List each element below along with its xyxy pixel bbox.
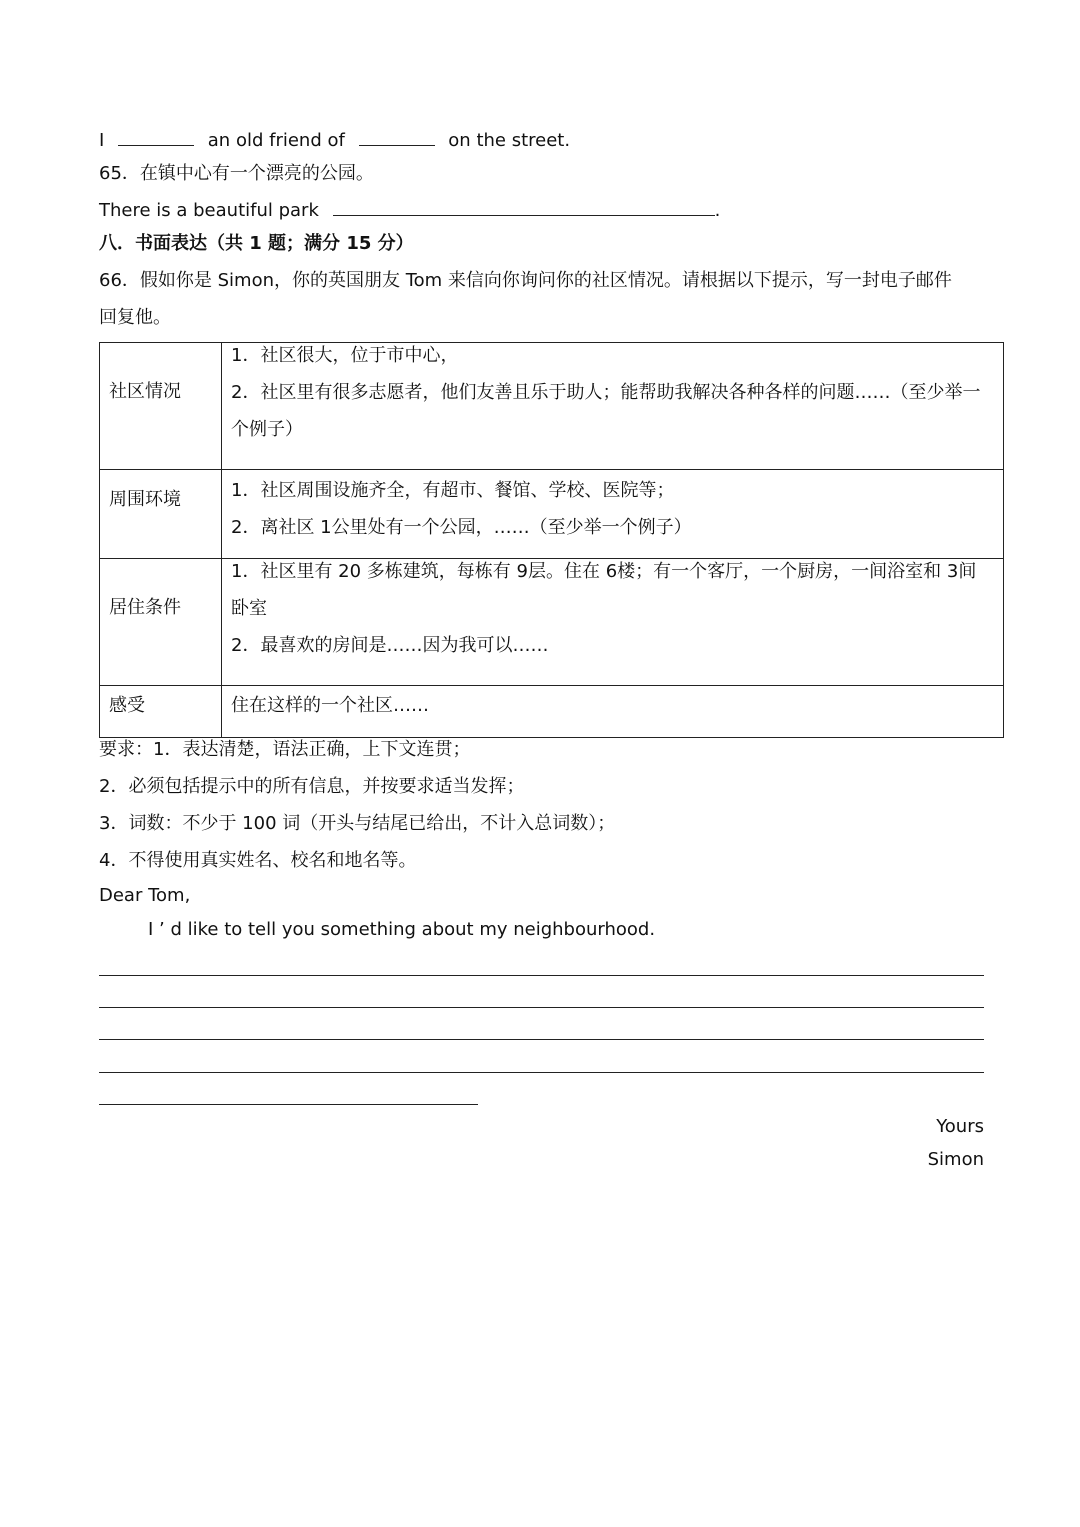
- table-row-label-cell: [100, 686, 222, 738]
- q64-blank-1[interactable]: [118, 127, 194, 146]
- q65-prompt: 65．在镇中心有一个漂亮的公园。: [99, 163, 374, 184]
- q65-blank[interactable]: [333, 197, 715, 216]
- row-label: 居住条件: [109, 597, 181, 618]
- answer-line[interactable]: [99, 1007, 984, 1008]
- row-label: 周围环境: [109, 489, 181, 510]
- table-row-content-cell: [222, 343, 1004, 470]
- q64-blank-2[interactable]: [359, 127, 435, 146]
- table-row: [100, 343, 1004, 470]
- table-row-label-cell: [100, 470, 222, 559]
- requirement-4: 4．不得使用真实姓名、校名和地名等。: [99, 850, 417, 871]
- table-row-content-cell: [222, 470, 1004, 559]
- section-heading: 八．书面表达（共 1 题；满分 15 分）: [99, 233, 414, 254]
- q65-suffix: .: [714, 200, 721, 221]
- q64-suffix: on the street.: [448, 130, 571, 151]
- row-line: 2．最喜欢的房间是……因为我可以……: [231, 635, 549, 656]
- table-row-label-cell: [100, 559, 222, 686]
- requirement-1: 要求：1．表达清楚，语法正确，上下文连贯；: [99, 739, 471, 760]
- row-line: 1．社区周围设施齐全，有超市、餐馆、学校、医院等；: [231, 480, 675, 501]
- q65-prefix: There is a beautiful park: [99, 200, 319, 221]
- table-row-label-cell: [100, 343, 222, 470]
- q64-middle: an old friend of: [207, 130, 345, 151]
- table-row: [100, 470, 1004, 559]
- row-label: 社区情况: [109, 381, 181, 402]
- q64-sentence: [99, 127, 570, 153]
- letter-greeting: Dear Tom,: [99, 885, 191, 906]
- q66-prompt-line-2: 回复他。: [99, 307, 171, 328]
- answer-line[interactable]: [99, 1039, 984, 1040]
- answer-line[interactable]: [99, 975, 984, 976]
- q66-prompt-line-1: 66．假如你是 Simon，你的英国朋友 Tom 来信向你询问你的社区情况。请根据以下提示，写一封电子邮件: [99, 270, 952, 291]
- row-line: 1．社区很大，位于市中心，: [231, 345, 459, 366]
- q64-prefix: I: [99, 130, 105, 151]
- row-line: 2．离社区 1公里处有一个公园，……（至少举一个例子）: [231, 517, 692, 538]
- row-label: 感受: [109, 695, 145, 716]
- letter-closing: Yours: [936, 1116, 984, 1137]
- row-line: 2．社区里有很多志愿者，他们友善且乐于助人；能帮助我解决各种各样的问题……（至少举一个例子）: [231, 382, 981, 440]
- table-row: [100, 686, 1004, 738]
- answer-line[interactable]: [99, 1072, 984, 1073]
- row-line: 1．社区里有 20 多栋建筑，每栋有 9层。住在 6楼；有一个客厅，一个厨房，一间浴室和 3间卧室: [231, 561, 977, 619]
- row-line: 住在这样的一个社区……: [231, 695, 429, 716]
- letter-opening: I ’ d like to tell you something about my neighbourhood.: [148, 919, 656, 940]
- table-row-content-cell: [222, 686, 1004, 738]
- table-row: [100, 559, 1004, 686]
- requirement-3: 3．词数：不少于 100 词（开头与结尾已给出，不计入总词数）；: [99, 813, 616, 834]
- hint-table: [99, 342, 1004, 738]
- letter-signature: Simon: [927, 1149, 984, 1170]
- q65-sentence: [99, 197, 720, 223]
- requirement-2: 2．必须包括提示中的所有信息，并按要求适当发挥；: [99, 776, 525, 797]
- table-row-content-cell: [222, 559, 1004, 686]
- answer-line[interactable]: [99, 1104, 478, 1105]
